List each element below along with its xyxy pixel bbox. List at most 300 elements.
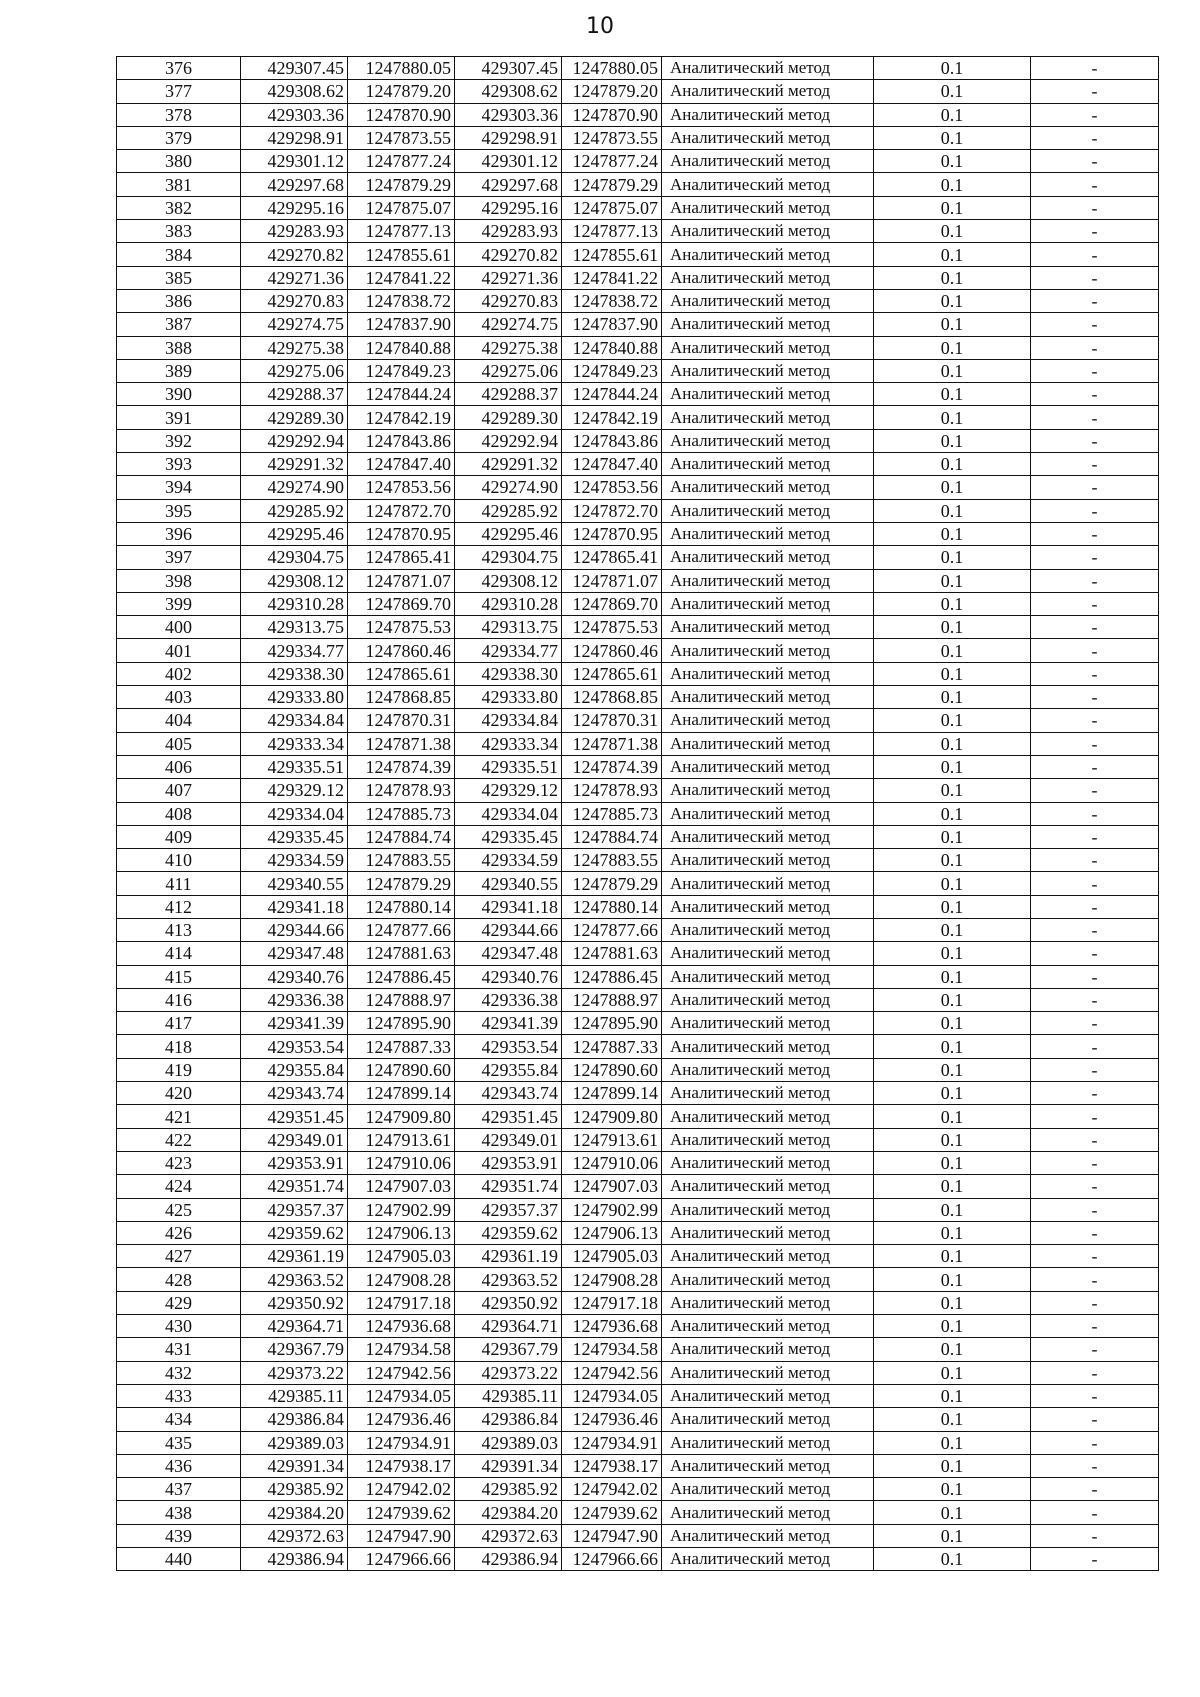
point-number-cell: 378 [117,103,241,126]
method-cell: Аналитический метод [662,802,874,825]
y-new-cell: 1247870.90 [562,103,662,126]
point-number-cell: 399 [117,592,241,615]
x-new-cell: 429291.32 [455,453,562,476]
x-old-cell: 429334.77 [241,639,348,662]
method-cell: Аналитический метод [662,359,874,382]
accuracy-cell: 0.1 [874,313,1031,336]
accuracy-cell: 0.1 [874,220,1031,243]
y-new-cell: 1247942.02 [562,1478,662,1501]
y-new-cell: 1247873.55 [562,126,662,149]
point-number-cell: 396 [117,522,241,545]
note-cell: - [1031,1105,1159,1128]
note-cell: - [1031,1058,1159,1081]
y-old-cell: 1247934.58 [348,1338,455,1361]
table-row [117,1384,1159,1407]
note-cell: - [1031,1524,1159,1547]
x-old-cell: 429391.34 [241,1454,348,1477]
table-row [117,732,1159,755]
point-number-cell: 431 [117,1338,241,1361]
accuracy-cell: 0.1 [874,849,1031,872]
x-old-cell: 429283.93 [241,220,348,243]
point-number-cell: 414 [117,942,241,965]
y-new-cell: 1247934.58 [562,1338,662,1361]
accuracy-cell: 0.1 [874,1105,1031,1128]
table-row [117,196,1159,219]
y-old-cell: 1247877.24 [348,150,455,173]
x-old-cell: 429340.55 [241,872,348,895]
point-number-cell: 437 [117,1478,241,1501]
point-number-cell: 433 [117,1384,241,1407]
x-old-cell: 429303.36 [241,103,348,126]
table-row [117,1501,1159,1524]
table-row [117,849,1159,872]
x-new-cell: 429275.38 [455,336,562,359]
note-cell: - [1031,849,1159,872]
accuracy-cell: 0.1 [874,616,1031,639]
accuracy-cell: 0.1 [874,1338,1031,1361]
note-cell: - [1031,453,1159,476]
method-cell: Аналитический метод [662,336,874,359]
x-new-cell: 429389.03 [455,1431,562,1454]
table-row [117,662,1159,685]
table-row [117,802,1159,825]
y-new-cell: 1247871.07 [562,569,662,592]
x-old-cell: 429297.68 [241,173,348,196]
point-number-cell: 393 [117,453,241,476]
y-new-cell: 1247840.88 [562,336,662,359]
accuracy-cell: 0.1 [874,1361,1031,1384]
x-new-cell: 429385.11 [455,1384,562,1407]
y-new-cell: 1247947.90 [562,1524,662,1547]
point-number-cell: 416 [117,988,241,1011]
y-new-cell: 1247879.29 [562,872,662,895]
y-old-cell: 1247884.74 [348,825,455,848]
note-cell: - [1031,872,1159,895]
point-number-cell: 391 [117,406,241,429]
x-new-cell: 429308.62 [455,80,562,103]
point-number-cell: 424 [117,1175,241,1198]
accuracy-cell: 0.1 [874,1524,1031,1547]
table-row [117,709,1159,732]
note-cell: - [1031,1478,1159,1501]
table-row [117,1431,1159,1454]
table-row [117,1175,1159,1198]
y-old-cell: 1247942.02 [348,1478,455,1501]
point-number-cell: 430 [117,1315,241,1338]
accuracy-cell: 0.1 [874,755,1031,778]
x-new-cell: 429384.20 [455,1501,562,1524]
y-new-cell: 1247881.63 [562,942,662,965]
x-old-cell: 429275.38 [241,336,348,359]
x-new-cell: 429350.92 [455,1291,562,1314]
note-cell: - [1031,802,1159,825]
method-cell: Аналитический метод [662,499,874,522]
x-new-cell: 429283.93 [455,220,562,243]
table-row [117,825,1159,848]
x-old-cell: 429364.71 [241,1315,348,1338]
method-cell: Аналитический метод [662,126,874,149]
y-old-cell: 1247934.05 [348,1384,455,1407]
method-cell: Аналитический метод [662,662,874,685]
method-cell: Аналитический метод [662,1268,874,1291]
x-old-cell: 429336.38 [241,988,348,1011]
x-old-cell: 429270.83 [241,289,348,312]
method-cell: Аналитический метод [662,732,874,755]
accuracy-cell: 0.1 [874,569,1031,592]
x-old-cell: 429274.75 [241,313,348,336]
x-new-cell: 429285.92 [455,499,562,522]
point-number-cell: 438 [117,1501,241,1524]
y-new-cell: 1247880.14 [562,895,662,918]
y-old-cell: 1247886.45 [348,965,455,988]
point-number-cell: 387 [117,313,241,336]
point-number-cell: 376 [117,57,241,80]
method-cell: Аналитический метод [662,1035,874,1058]
accuracy-cell: 0.1 [874,592,1031,615]
x-old-cell: 429334.04 [241,802,348,825]
table-row [117,1245,1159,1268]
x-old-cell: 429351.74 [241,1175,348,1198]
x-new-cell: 429391.34 [455,1454,562,1477]
x-new-cell: 429386.84 [455,1408,562,1431]
note-cell: - [1031,103,1159,126]
y-old-cell: 1247871.38 [348,732,455,755]
table-row [117,220,1159,243]
table-row [117,546,1159,569]
table-row [117,1268,1159,1291]
note-cell: - [1031,1291,1159,1314]
y-new-cell: 1247879.29 [562,173,662,196]
accuracy-cell: 0.1 [874,359,1031,382]
x-new-cell: 429270.83 [455,289,562,312]
y-old-cell: 1247865.61 [348,662,455,685]
page-number: 10 [586,14,614,39]
y-new-cell: 1247887.33 [562,1035,662,1058]
accuracy-cell: 0.1 [874,1058,1031,1081]
x-new-cell: 429334.84 [455,709,562,732]
table-row [117,359,1159,382]
table-row [117,592,1159,615]
x-old-cell: 429386.84 [241,1408,348,1431]
table-row [117,1082,1159,1105]
point-number-cell: 394 [117,476,241,499]
y-old-cell: 1247910.06 [348,1151,455,1174]
x-new-cell: 429271.36 [455,266,562,289]
accuracy-cell: 0.1 [874,779,1031,802]
x-old-cell: 429344.66 [241,918,348,941]
x-old-cell: 429389.03 [241,1431,348,1454]
point-number-cell: 412 [117,895,241,918]
y-old-cell: 1247875.07 [348,196,455,219]
y-new-cell: 1247890.60 [562,1058,662,1081]
note-cell: - [1031,918,1159,941]
x-old-cell: 429292.94 [241,429,348,452]
y-new-cell: 1247910.06 [562,1151,662,1174]
x-new-cell: 429304.75 [455,546,562,569]
x-new-cell: 429344.66 [455,918,562,941]
table-row [117,476,1159,499]
y-new-cell: 1247847.40 [562,453,662,476]
x-new-cell: 429386.94 [455,1548,562,1571]
y-old-cell: 1247874.39 [348,755,455,778]
accuracy-cell: 0.1 [874,1128,1031,1151]
point-number-cell: 388 [117,336,241,359]
y-new-cell: 1247844.24 [562,383,662,406]
y-old-cell: 1247840.88 [348,336,455,359]
x-old-cell: 429335.45 [241,825,348,848]
x-new-cell: 429364.71 [455,1315,562,1338]
note-cell: - [1031,639,1159,662]
note-cell: - [1031,732,1159,755]
x-new-cell: 429334.77 [455,639,562,662]
x-old-cell: 429341.18 [241,895,348,918]
y-old-cell: 1247873.55 [348,126,455,149]
x-old-cell: 429386.94 [241,1548,348,1571]
x-old-cell: 429355.84 [241,1058,348,1081]
table-row [117,150,1159,173]
table-row [117,1128,1159,1151]
point-number-cell: 382 [117,196,241,219]
note-cell: - [1031,429,1159,452]
method-cell: Аналитический метод [662,895,874,918]
x-old-cell: 429271.36 [241,266,348,289]
note-cell: - [1031,266,1159,289]
note-cell: - [1031,1338,1159,1361]
accuracy-cell: 0.1 [874,1408,1031,1431]
x-new-cell: 429289.30 [455,406,562,429]
accuracy-cell: 0.1 [874,1501,1031,1524]
x-new-cell: 429361.19 [455,1245,562,1268]
y-new-cell: 1247942.56 [562,1361,662,1384]
method-cell: Аналитический метод [662,779,874,802]
method-cell: Аналитический метод [662,429,874,452]
note-cell: - [1031,336,1159,359]
x-new-cell: 429310.28 [455,592,562,615]
y-old-cell: 1247853.56 [348,476,455,499]
method-cell: Аналитический метод [662,1501,874,1524]
table-row [117,1105,1159,1128]
x-old-cell: 429338.30 [241,662,348,685]
note-cell: - [1031,779,1159,802]
y-old-cell: 1247843.86 [348,429,455,452]
point-number-cell: 423 [117,1151,241,1174]
method-cell: Аналитический метод [662,546,874,569]
x-new-cell: 429274.90 [455,476,562,499]
table-row [117,1454,1159,1477]
accuracy-cell: 0.1 [874,383,1031,406]
x-old-cell: 429329.12 [241,779,348,802]
method-cell: Аналитический метод [662,1478,874,1501]
x-new-cell: 429343.74 [455,1082,562,1105]
method-cell: Аналитический метод [662,592,874,615]
point-number-cell: 429 [117,1291,241,1314]
note-cell: - [1031,243,1159,266]
method-cell: Аналитический метод [662,755,874,778]
y-new-cell: 1247879.20 [562,80,662,103]
note-cell: - [1031,499,1159,522]
point-number-cell: 425 [117,1198,241,1221]
note-cell: - [1031,1221,1159,1244]
note-cell: - [1031,173,1159,196]
method-cell: Аналитический метод [662,1058,874,1081]
table-row [117,755,1159,778]
accuracy-cell: 0.1 [874,1082,1031,1105]
y-new-cell: 1247837.90 [562,313,662,336]
note-cell: - [1031,616,1159,639]
x-new-cell: 429292.94 [455,429,562,452]
table-row [117,126,1159,149]
method-cell: Аналитический метод [662,1408,874,1431]
y-old-cell: 1247838.72 [348,289,455,312]
point-number-cell: 427 [117,1245,241,1268]
accuracy-cell: 0.1 [874,1548,1031,1571]
note-cell: - [1031,942,1159,965]
note-cell: - [1031,196,1159,219]
x-new-cell: 429341.18 [455,895,562,918]
point-number-cell: 432 [117,1361,241,1384]
x-new-cell: 429301.12 [455,150,562,173]
x-old-cell: 429361.19 [241,1245,348,1268]
point-number-cell: 379 [117,126,241,149]
y-old-cell: 1247905.03 [348,1245,455,1268]
point-number-cell: 420 [117,1082,241,1105]
note-cell: - [1031,80,1159,103]
y-new-cell: 1247934.91 [562,1431,662,1454]
y-old-cell: 1247837.90 [348,313,455,336]
y-old-cell: 1247890.60 [348,1058,455,1081]
y-old-cell: 1247878.93 [348,779,455,802]
y-old-cell: 1247880.05 [348,57,455,80]
y-old-cell: 1247841.22 [348,266,455,289]
table-row [117,1524,1159,1547]
point-number-cell: 435 [117,1431,241,1454]
x-old-cell: 429349.01 [241,1128,348,1151]
x-old-cell: 429385.11 [241,1384,348,1407]
note-cell: - [1031,383,1159,406]
y-new-cell: 1247885.73 [562,802,662,825]
point-number-cell: 439 [117,1524,241,1547]
x-old-cell: 429357.37 [241,1198,348,1221]
x-new-cell: 429363.52 [455,1268,562,1291]
y-new-cell: 1247934.05 [562,1384,662,1407]
accuracy-cell: 0.1 [874,825,1031,848]
note-cell: - [1031,709,1159,732]
table-row [117,336,1159,359]
y-old-cell: 1247842.19 [348,406,455,429]
x-old-cell: 429333.80 [241,686,348,709]
method-cell: Аналитический метод [662,1524,874,1547]
y-new-cell: 1247906.13 [562,1221,662,1244]
accuracy-cell: 0.1 [874,686,1031,709]
method-cell: Аналитический метод [662,849,874,872]
y-new-cell: 1247865.61 [562,662,662,685]
accuracy-cell: 0.1 [874,1221,1031,1244]
y-old-cell: 1247871.07 [348,569,455,592]
x-new-cell: 429334.59 [455,849,562,872]
method-cell: Аналитический метод [662,1361,874,1384]
table-row [117,1198,1159,1221]
y-old-cell: 1247917.18 [348,1291,455,1314]
point-number-cell: 390 [117,383,241,406]
x-old-cell: 429353.91 [241,1151,348,1174]
y-old-cell: 1247870.31 [348,709,455,732]
accuracy-cell: 0.1 [874,1035,1031,1058]
table-row [117,918,1159,941]
note-cell: - [1031,1408,1159,1431]
accuracy-cell: 0.1 [874,289,1031,312]
y-old-cell: 1247847.40 [348,453,455,476]
accuracy-cell: 0.1 [874,522,1031,545]
accuracy-cell: 0.1 [874,965,1031,988]
point-number-cell: 411 [117,872,241,895]
x-new-cell: 429341.39 [455,1012,562,1035]
x-old-cell: 429335.51 [241,755,348,778]
method-cell: Аналитический метод [662,686,874,709]
y-new-cell: 1247899.14 [562,1082,662,1105]
y-new-cell: 1247895.90 [562,1012,662,1035]
point-number-cell: 402 [117,662,241,685]
y-new-cell: 1247872.70 [562,499,662,522]
y-old-cell: 1247885.73 [348,802,455,825]
note-cell: - [1031,569,1159,592]
y-old-cell: 1247877.66 [348,918,455,941]
y-new-cell: 1247909.80 [562,1105,662,1128]
accuracy-cell: 0.1 [874,732,1031,755]
table-row [117,988,1159,1011]
x-new-cell: 429333.34 [455,732,562,755]
point-number-cell: 434 [117,1408,241,1431]
y-old-cell: 1247895.90 [348,1012,455,1035]
y-old-cell: 1247936.46 [348,1408,455,1431]
method-cell: Аналитический метод [662,522,874,545]
table-row [117,569,1159,592]
method-cell: Аналитический метод [662,1384,874,1407]
table-row [117,173,1159,196]
point-number-cell: 428 [117,1268,241,1291]
x-new-cell: 429274.75 [455,313,562,336]
note-cell: - [1031,476,1159,499]
y-old-cell: 1247966.66 [348,1548,455,1571]
note-cell: - [1031,1384,1159,1407]
method-cell: Аналитический метод [662,1128,874,1151]
note-cell: - [1031,662,1159,685]
x-old-cell: 429289.30 [241,406,348,429]
y-new-cell: 1247936.68 [562,1315,662,1338]
note-cell: - [1031,546,1159,569]
note-cell: - [1031,57,1159,80]
y-old-cell: 1247877.13 [348,220,455,243]
x-new-cell: 429313.75 [455,616,562,639]
x-old-cell: 429295.16 [241,196,348,219]
note-cell: - [1031,522,1159,545]
y-old-cell: 1247907.03 [348,1175,455,1198]
point-number-cell: 406 [117,755,241,778]
y-new-cell: 1247888.97 [562,988,662,1011]
point-number-cell: 426 [117,1221,241,1244]
point-number-cell: 407 [117,779,241,802]
table-row [117,1291,1159,1314]
point-number-cell: 404 [117,709,241,732]
x-old-cell: 429334.84 [241,709,348,732]
note-cell: - [1031,126,1159,149]
y-new-cell: 1247843.86 [562,429,662,452]
x-new-cell: 429308.12 [455,569,562,592]
note-cell: - [1031,1431,1159,1454]
y-old-cell: 1247887.33 [348,1035,455,1058]
accuracy-cell: 0.1 [874,126,1031,149]
method-cell: Аналитический метод [662,406,874,429]
table-row [117,289,1159,312]
